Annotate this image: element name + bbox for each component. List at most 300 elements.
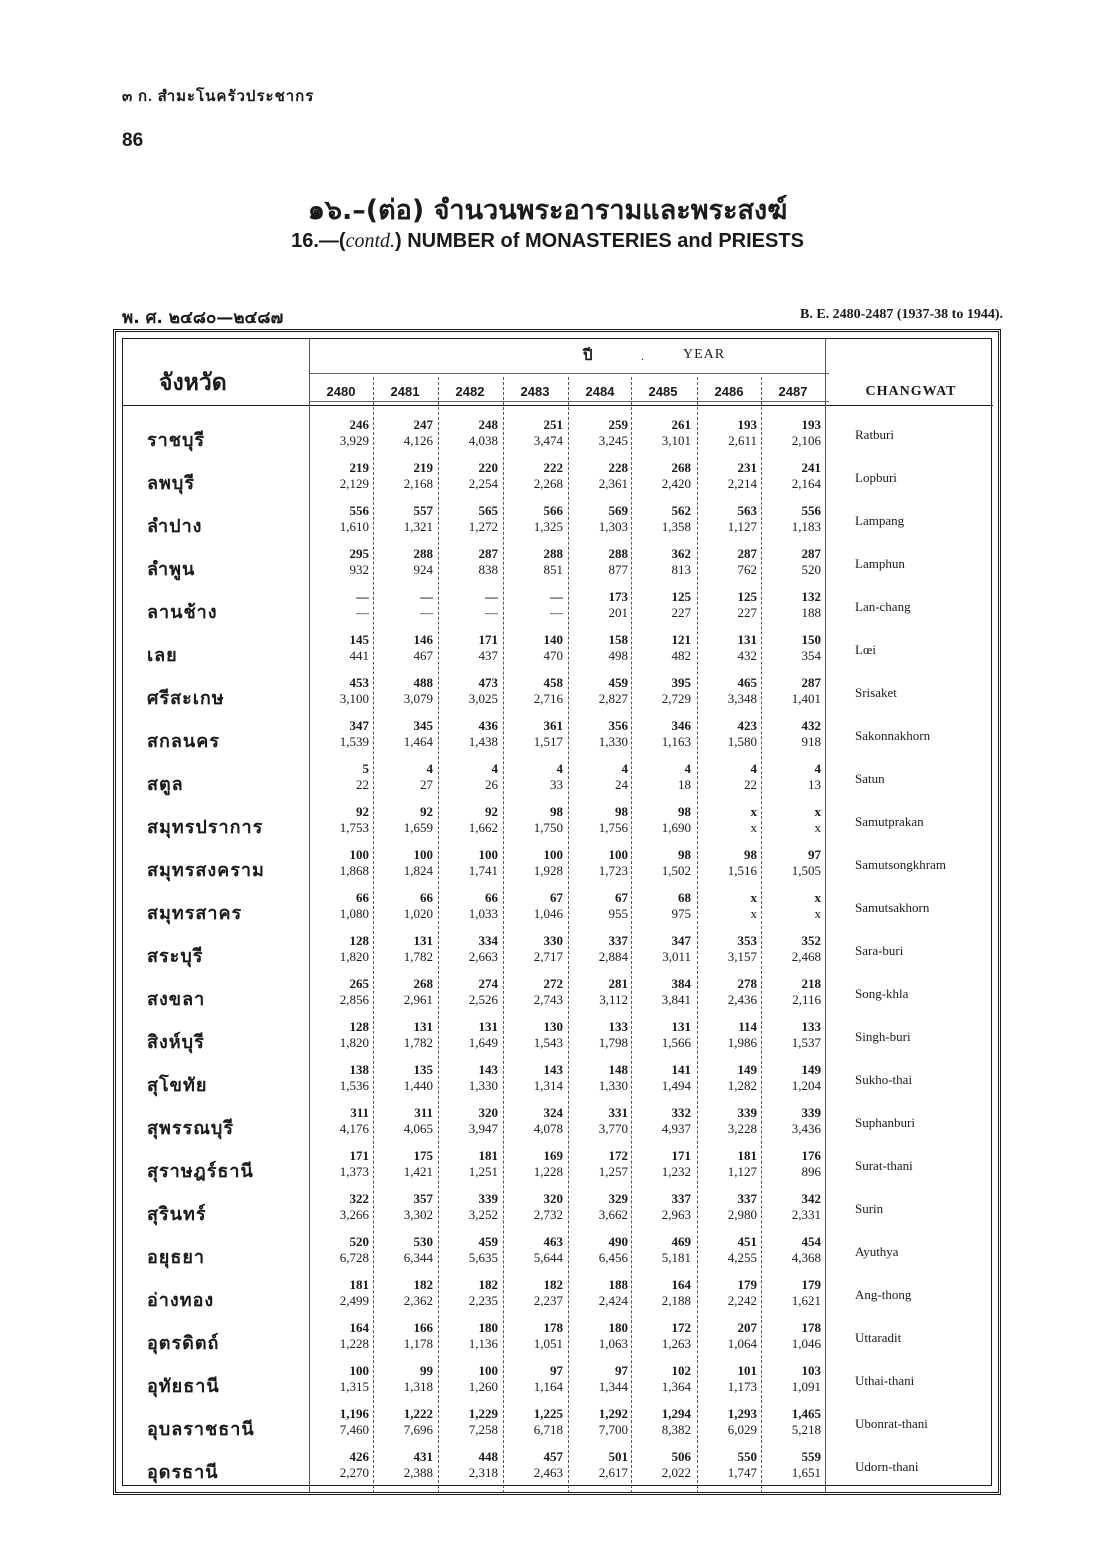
year-cell <box>505 589 563 621</box>
monasteries-count: 131 <box>478 1019 498 1034</box>
priests-count: 2,729 <box>661 691 691 706</box>
monasteries-count: 182 <box>413 1277 433 1292</box>
monasteries-count: 68 <box>678 890 691 905</box>
priests-count: 5,635 <box>468 1250 498 1265</box>
monasteries-count: 219 <box>413 460 433 475</box>
monasteries-count: 141 <box>671 1062 691 1077</box>
priests-count: 1,659 <box>403 820 433 835</box>
changwat-english-name: Uttaradit <box>855 1330 902 1345</box>
monasteries-count: 92 <box>356 804 369 819</box>
priests-count: 2,856 <box>339 992 369 1007</box>
priests-count: 1,033 <box>468 906 498 921</box>
year-cell <box>699 675 757 707</box>
priests-count: 3,947 <box>468 1121 498 1136</box>
priests-count: 1,566 <box>661 1035 691 1050</box>
priests-count: 2,268 <box>533 476 563 491</box>
monasteries-count: 100 <box>349 1363 369 1378</box>
year-cell <box>699 589 757 621</box>
priests-count: 3,436 <box>791 1121 821 1136</box>
priests-count: 7,460 <box>339 1422 369 1437</box>
monasteries-count: 131 <box>671 1019 691 1034</box>
priests-count: 2,388 <box>403 1465 433 1480</box>
monasteries-count: 180 <box>608 1320 628 1335</box>
monasteries-count: 384 <box>671 976 691 991</box>
monasteries-count: 357 <box>413 1191 433 1206</box>
monasteries-count: 149 <box>801 1062 821 1077</box>
priests-count: 1,020 <box>403 906 433 921</box>
priests-count: 2,362 <box>403 1293 433 1308</box>
monasteries-count: 347 <box>349 718 369 733</box>
monasteries-count: 176 <box>801 1148 821 1163</box>
changwat-english-name: Ratburi <box>855 427 894 442</box>
monasteries-count: 164 <box>671 1277 691 1292</box>
monasteries-count: 67 <box>550 890 563 905</box>
table-row <box>123 1019 993 1062</box>
changwat-thai-name: สตูล <box>147 774 184 795</box>
monasteries-count: 332 <box>671 1105 691 1120</box>
monasteries-count: 143 <box>478 1062 498 1077</box>
year-cell <box>505 976 563 1008</box>
table-body <box>122 338 992 1486</box>
year-cell <box>440 1019 498 1051</box>
priests-count: 2,617 <box>598 1465 628 1480</box>
priests-count: 1,315 <box>339 1379 369 1394</box>
header-year-2485: 2485 <box>648 384 678 399</box>
monasteries-count: x <box>814 890 821 905</box>
monasteries-count: 132 <box>801 589 821 604</box>
monasteries-count: 140 <box>543 632 563 647</box>
year-cell <box>375 1105 433 1137</box>
year-cell <box>311 804 369 836</box>
monasteries-count: x <box>750 890 757 905</box>
table-row <box>123 761 993 804</box>
title-en-prefix: 16.—( <box>291 230 346 252</box>
title-thai: ๑๖.–(ต่อ) จำนวนพระอารามและพระสงฆ์ <box>307 195 788 226</box>
year-cell <box>633 804 691 836</box>
table-row <box>123 933 993 976</box>
priests-count: 1,756 <box>598 820 628 835</box>
priests-count: 2,963 <box>661 1207 691 1222</box>
year-cell <box>763 1363 821 1395</box>
year-cell <box>570 1406 628 1438</box>
priests-count: 1,543 <box>533 1035 563 1050</box>
priests-count: 33 <box>550 777 563 792</box>
priests-count: 26 <box>485 777 498 792</box>
year-cell <box>375 675 433 707</box>
monasteries-count: 565 <box>478 503 498 518</box>
monasteries-count: 346 <box>671 718 691 733</box>
priests-count: 924 <box>413 562 433 577</box>
year-cell <box>633 1019 691 1051</box>
changwat-english-name: Sukho-thai <box>855 1072 913 1087</box>
priests-count: 27 <box>420 777 433 792</box>
year-cell <box>633 761 691 793</box>
changwat-thai-name: สงขลา <box>147 989 206 1010</box>
year-cell <box>763 675 821 707</box>
year-cell <box>699 933 757 965</box>
priests-count: 1,228 <box>533 1164 563 1179</box>
changwat-thai-name: สมุทรสงคราม <box>147 860 265 881</box>
priests-count: 1,364 <box>661 1379 691 1394</box>
year-cell <box>440 976 498 1008</box>
priests-count: 1,868 <box>339 863 369 878</box>
priests-count: 1,539 <box>339 734 369 749</box>
year-cell <box>633 1320 691 1352</box>
monasteries-count: 324 <box>543 1105 563 1120</box>
monasteries-count: 100 <box>349 847 369 862</box>
monasteries-count: — <box>550 589 563 604</box>
monasteries-count: 562 <box>671 503 691 518</box>
priests-count: 1,183 <box>791 519 821 534</box>
year-cell <box>570 1449 628 1481</box>
period-english: B. E. 2480-2487 (1937-38 to 1944). <box>800 307 1003 322</box>
year-cell <box>505 632 563 664</box>
priests-count: 2,331 <box>791 1207 821 1222</box>
year-cell <box>375 718 433 750</box>
priests-count: 2,732 <box>533 1207 563 1222</box>
year-cell <box>311 1363 369 1395</box>
monasteries-count: 1,225 <box>533 1406 563 1421</box>
monasteries-count: 171 <box>349 1148 369 1163</box>
monasteries-count: 278 <box>737 976 757 991</box>
year-cell <box>440 1320 498 1352</box>
header-year-2487: 2487 <box>778 384 808 399</box>
monasteries-count: 98 <box>744 847 757 862</box>
year-cell <box>311 761 369 793</box>
monasteries-count: 469 <box>671 1234 691 1249</box>
year-cell <box>633 976 691 1008</box>
monasteries-count: 172 <box>671 1320 691 1335</box>
year-cell <box>311 1062 369 1094</box>
header-year-2483: 2483 <box>520 384 550 399</box>
year-cell <box>763 1191 821 1223</box>
table-row <box>123 976 993 1019</box>
monasteries-count: 251 <box>543 417 563 432</box>
priests-count: 2,526 <box>468 992 498 1007</box>
monasteries-count: 66 <box>485 890 498 905</box>
year-cell <box>311 503 369 535</box>
year-cell <box>633 1449 691 1481</box>
monasteries-count: 287 <box>801 675 821 690</box>
priests-count: 498 <box>608 648 628 663</box>
monasteries-count: 356 <box>608 718 628 733</box>
priests-count: 1,798 <box>598 1035 628 1050</box>
monasteries-count: 131 <box>413 1019 433 1034</box>
year-cell <box>633 1406 691 1438</box>
year-cell <box>699 761 757 793</box>
monasteries-count: 463 <box>543 1234 563 1249</box>
table-row <box>123 417 993 460</box>
monasteries-count: — <box>356 589 369 604</box>
priests-count: 2,168 <box>403 476 433 491</box>
monasteries-count: 432 <box>801 718 821 733</box>
year-cell <box>440 1105 498 1137</box>
monasteries-count: 431 <box>413 1449 433 1464</box>
header-year-2486: 2486 <box>714 384 744 399</box>
monasteries-count: 295 <box>349 546 369 561</box>
year-cell <box>699 632 757 664</box>
priests-count: 1,747 <box>727 1465 757 1480</box>
monasteries-count: 459 <box>478 1234 498 1249</box>
monasteries-count: 133 <box>801 1019 821 1034</box>
priests-count: 3,157 <box>727 949 757 964</box>
year-cell <box>699 1019 757 1051</box>
priests-count: 1,621 <box>791 1293 821 1308</box>
changwat-thai-name: เลย <box>147 645 178 666</box>
priests-count: 1,421 <box>403 1164 433 1179</box>
priests-count: 6,728 <box>339 1250 369 1265</box>
changwat-thai-name: ลพบุรี <box>147 473 195 494</box>
monasteries-count: 339 <box>478 1191 498 1206</box>
monasteries-count: 337 <box>608 933 628 948</box>
monasteries-count: 557 <box>413 503 433 518</box>
priests-count: 2,743 <box>533 992 563 1007</box>
priests-count: 227 <box>737 605 757 620</box>
monasteries-count: 181 <box>349 1277 369 1292</box>
year-cell <box>311 632 369 664</box>
priests-count: 1,438 <box>468 734 498 749</box>
priests-count: 1,690 <box>661 820 691 835</box>
changwat-english-name: Surat-thani <box>855 1158 913 1173</box>
priests-count: 1,330 <box>598 734 628 749</box>
priests-count: 1,723 <box>598 863 628 878</box>
monasteries-count: 138 <box>349 1062 369 1077</box>
year-cell <box>375 804 433 836</box>
year-cell <box>633 675 691 707</box>
monasteries-count: 166 <box>413 1320 433 1335</box>
year-cell <box>505 804 563 836</box>
monasteries-count: 4 <box>750 761 757 776</box>
priests-count: 3,662 <box>598 1207 628 1222</box>
priests-count: 2,254 <box>468 476 498 491</box>
priests-count: 437 <box>478 648 498 663</box>
priests-count: 1,282 <box>727 1078 757 1093</box>
changwat-thai-name: สุพรรณบุรี <box>147 1118 234 1139</box>
monasteries-count: 465 <box>737 675 757 690</box>
changwat-thai-name: ลำพูน <box>147 559 196 580</box>
priests-count: 7,696 <box>403 1422 433 1437</box>
changwat-thai-name: อ่างทอง <box>147 1290 215 1311</box>
year-cell <box>375 1449 433 1481</box>
priests-count: 1,440 <box>403 1078 433 1093</box>
monasteries-count: 274 <box>478 976 498 991</box>
priests-count: x <box>750 820 757 835</box>
year-cell <box>440 847 498 879</box>
year-cell <box>505 1191 563 1223</box>
monasteries-count: 92 <box>485 804 498 819</box>
table-row <box>123 503 993 546</box>
monasteries-count: 219 <box>349 460 369 475</box>
monasteries-count: 345 <box>413 718 433 733</box>
year-cell <box>763 976 821 1008</box>
year-cell <box>375 417 433 449</box>
monasteries-count: 259 <box>608 417 628 432</box>
period-thai: พ. ศ. ๒๔๘๐—๒๔๘๗ <box>122 308 284 328</box>
priests-count: 1,257 <box>598 1164 628 1179</box>
monasteries-count: 330 <box>543 933 563 948</box>
monasteries-count: 362 <box>671 546 691 561</box>
table-rule <box>123 405 993 406</box>
monasteries-count: 339 <box>737 1105 757 1120</box>
year-cell <box>375 1019 433 1051</box>
priests-count: 1,344 <box>598 1379 628 1394</box>
changwat-english-name: Song-khla <box>855 986 909 1001</box>
monasteries-count: 530 <box>413 1234 433 1249</box>
priests-count: 1,080 <box>339 906 369 921</box>
year-cell <box>763 546 821 578</box>
table-row <box>123 1191 993 1234</box>
monasteries-count: 125 <box>737 589 757 604</box>
priests-count: x <box>750 906 757 921</box>
year-cell <box>763 1019 821 1051</box>
monasteries-count: 188 <box>608 1277 628 1292</box>
priests-count: 1,782 <box>403 1035 433 1050</box>
year-cell <box>311 890 369 922</box>
changwat-english-name: Suphanburi <box>855 1115 915 1130</box>
year-cell <box>699 1320 757 1352</box>
year-cell <box>699 1191 757 1223</box>
monasteries-count: 133 <box>608 1019 628 1034</box>
table-rule <box>309 401 829 402</box>
year-cell <box>311 1449 369 1481</box>
monasteries-count: 98 <box>550 804 563 819</box>
changwat-thai-name: สิงห์บุรี <box>147 1032 205 1053</box>
priests-count: 2,022 <box>661 1465 691 1480</box>
changwat-english-name: Uthai-thani <box>855 1373 915 1388</box>
monasteries-count: 1,294 <box>661 1406 691 1421</box>
priests-count: 7,700 <box>598 1422 628 1437</box>
year-cell <box>570 976 628 1008</box>
monasteries-count: 288 <box>608 546 628 561</box>
priests-count: 4,176 <box>339 1121 369 1136</box>
year-cell <box>699 1449 757 1481</box>
monasteries-count: 150 <box>801 632 821 647</box>
monasteries-count: 506 <box>671 1449 691 1464</box>
priests-count: 2,980 <box>727 1207 757 1222</box>
priests-count: 1,651 <box>791 1465 821 1480</box>
table-row <box>123 1406 993 1449</box>
priests-count: 6,456 <box>598 1250 628 1265</box>
year-cell <box>505 675 563 707</box>
year-cell <box>570 1019 628 1051</box>
year-cell <box>505 890 563 922</box>
changwat-english-name: Samutprakan <box>855 814 924 829</box>
table-row <box>123 546 993 589</box>
year-cell <box>505 1363 563 1395</box>
year-cell <box>763 1148 821 1180</box>
monasteries-count: 4 <box>621 761 628 776</box>
monasteries-count: 322 <box>349 1191 369 1206</box>
monasteries-count: 98 <box>615 804 628 819</box>
year-cell <box>505 417 563 449</box>
year-cell <box>570 460 628 492</box>
priests-count: 7,258 <box>468 1422 498 1437</box>
table-row <box>123 1148 993 1191</box>
priests-count: 1,536 <box>339 1078 369 1093</box>
year-cell <box>375 589 433 621</box>
priests-count: — <box>550 605 563 620</box>
year-cell <box>375 890 433 922</box>
year-cell <box>699 503 757 535</box>
table-row <box>123 632 993 675</box>
year-cell <box>699 890 757 922</box>
monasteries-count: 228 <box>608 460 628 475</box>
monasteries-count: — <box>485 589 498 604</box>
priests-count: 1,263 <box>661 1336 691 1351</box>
year-cell <box>505 761 563 793</box>
priests-count: 3,302 <box>403 1207 433 1222</box>
year-cell <box>311 589 369 621</box>
year-cell <box>375 1363 433 1395</box>
monasteries-count: 247 <box>413 417 433 432</box>
year-cell <box>440 761 498 793</box>
year-cell <box>375 761 433 793</box>
priests-count: 1,325 <box>533 519 563 534</box>
year-cell <box>570 1320 628 1352</box>
monasteries-count: x <box>750 804 757 819</box>
changwat-english-name: Samutsakhorn <box>855 900 930 915</box>
priests-count: 2,716 <box>533 691 563 706</box>
monasteries-count: 125 <box>671 589 691 604</box>
monasteries-count: 100 <box>543 847 563 862</box>
priests-count: 2,214 <box>727 476 757 491</box>
priests-count: 1,330 <box>468 1078 498 1093</box>
year-cell <box>505 1062 563 1094</box>
priests-count: 2,106 <box>791 433 821 448</box>
changwat-thai-name: ลำปาง <box>147 516 203 537</box>
priests-count: 3,252 <box>468 1207 498 1222</box>
priests-count: 5,644 <box>533 1250 563 1265</box>
year-cell <box>633 546 691 578</box>
monasteries-count: 145 <box>349 632 369 647</box>
changwat-english-name: Lœi <box>855 642 876 657</box>
year-cell <box>699 546 757 578</box>
priests-count: — <box>485 605 498 620</box>
monasteries-count: — <box>420 589 433 604</box>
monasteries-count: 459 <box>608 675 628 690</box>
priests-count: 6,344 <box>403 1250 433 1265</box>
changwat-english-name: Samutsongkhram <box>855 857 946 872</box>
year-cell <box>763 632 821 664</box>
priests-count: 1,782 <box>403 949 433 964</box>
monasteries-count: 4 <box>426 761 433 776</box>
priests-count: 877 <box>608 562 628 577</box>
year-cell <box>763 804 821 836</box>
year-cell <box>570 417 628 449</box>
year-cell <box>311 1105 369 1137</box>
priests-count: 1,318 <box>403 1379 433 1394</box>
priests-count: 354 <box>801 648 821 663</box>
year-cell <box>375 1406 433 1438</box>
monasteries-count: x <box>814 804 821 819</box>
priests-count: 2,237 <box>533 1293 563 1308</box>
monasteries-count: 175 <box>413 1148 433 1163</box>
table-row <box>123 718 993 761</box>
year-cell <box>505 1105 563 1137</box>
priests-count: 1,753 <box>339 820 369 835</box>
priests-count: 1,649 <box>468 1035 498 1050</box>
table-row <box>123 1320 993 1363</box>
priests-count: 4,255 <box>727 1250 757 1265</box>
statistics-table <box>113 329 1001 1495</box>
monasteries-count: 320 <box>543 1191 563 1206</box>
priests-count: 2,884 <box>598 949 628 964</box>
year-cell <box>570 761 628 793</box>
year-cell <box>763 1406 821 1438</box>
priests-count: 3,841 <box>661 992 691 1007</box>
year-cell <box>699 1062 757 1094</box>
year-cell <box>570 589 628 621</box>
